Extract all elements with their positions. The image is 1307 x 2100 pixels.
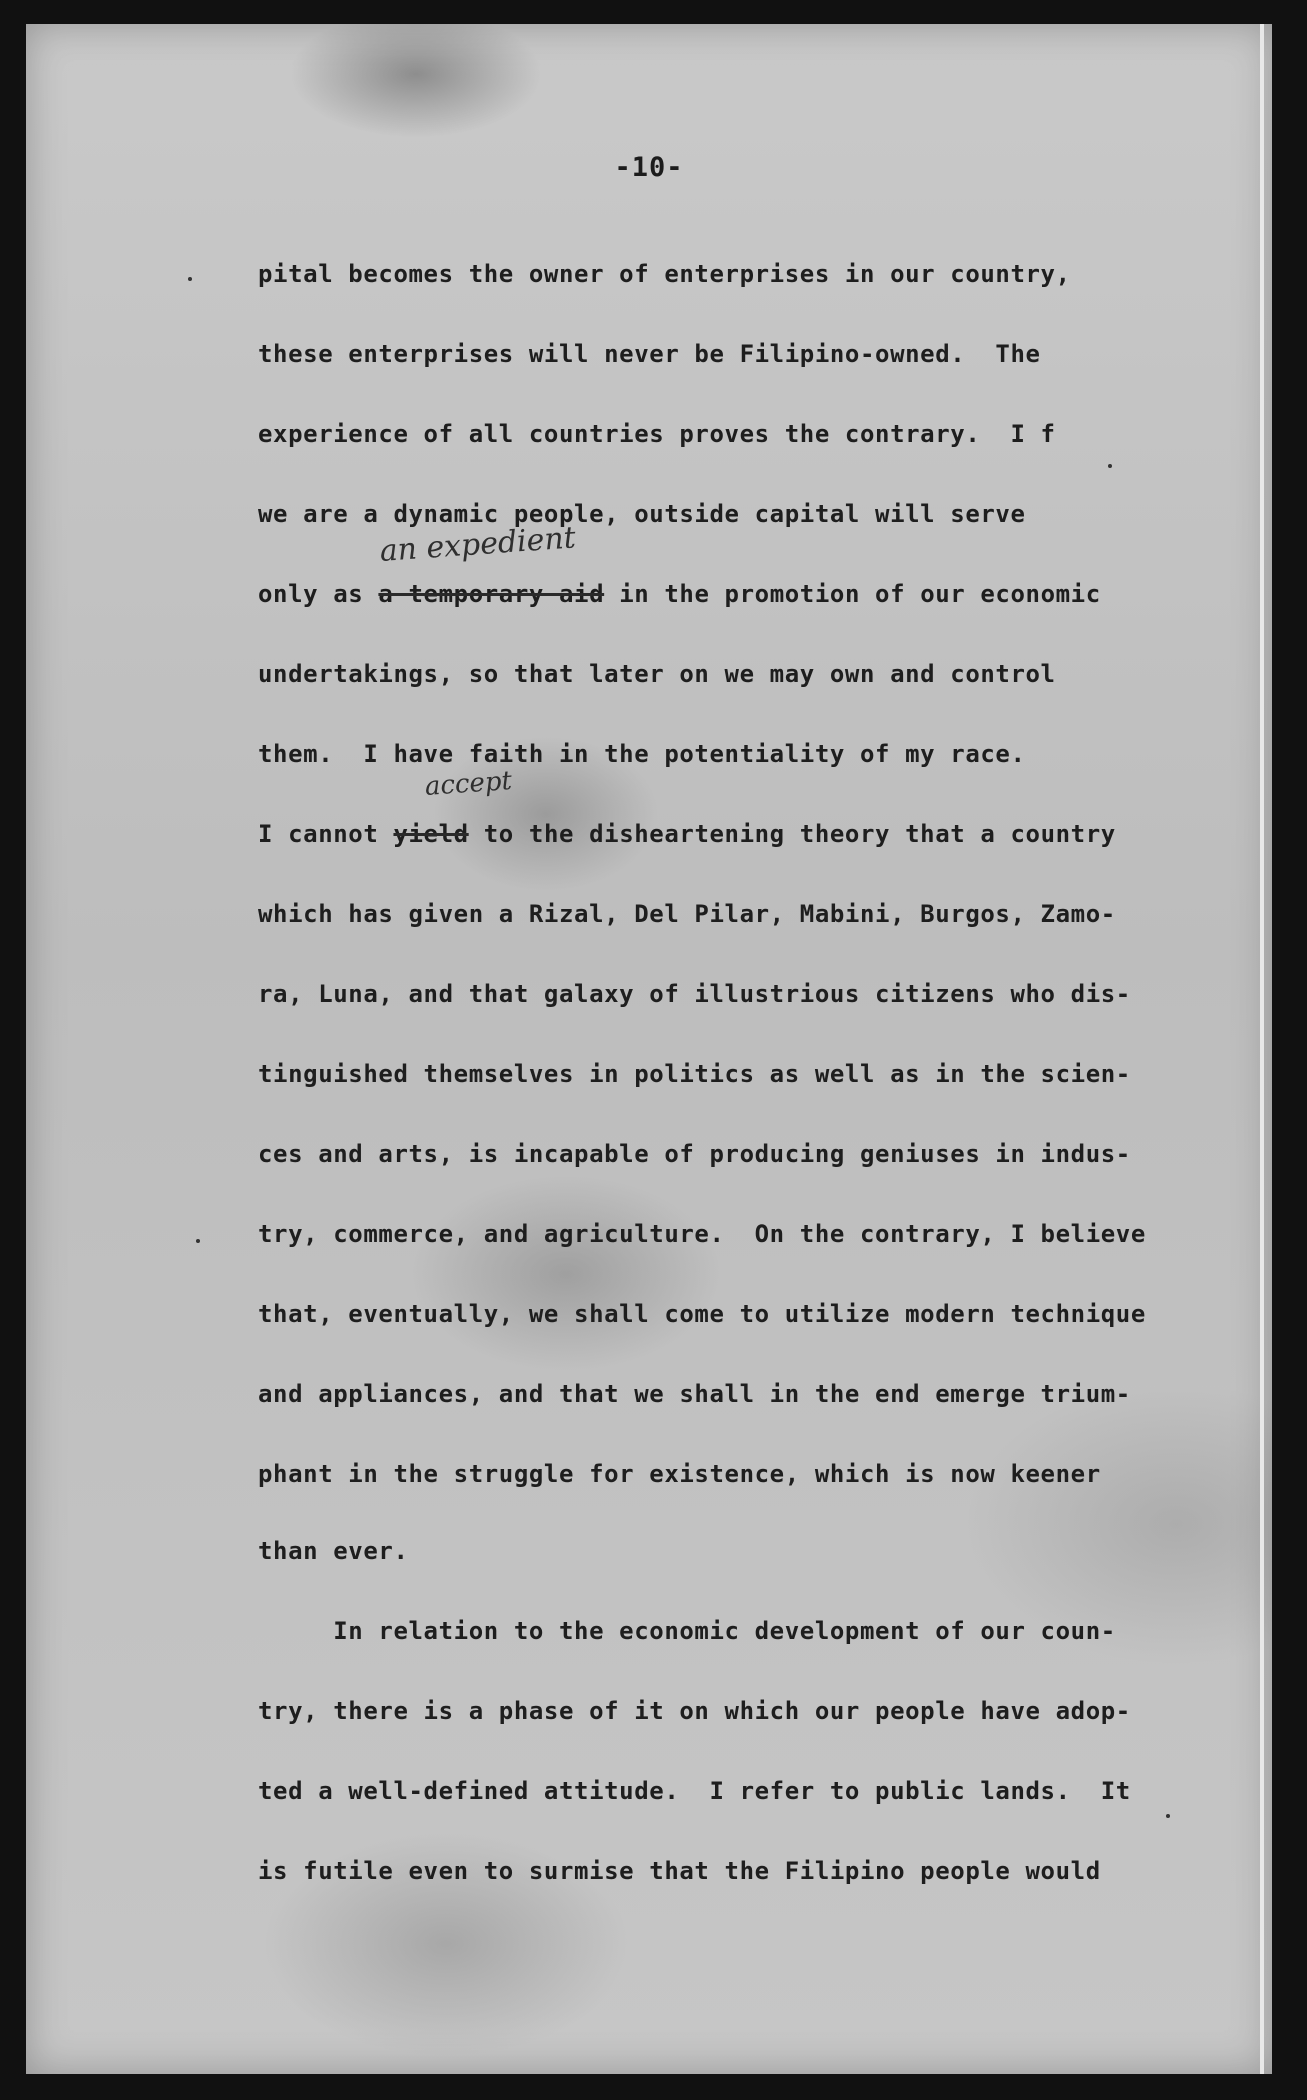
text-segment: in the promotion of our economic [604, 580, 1101, 608]
page-number: -10- [614, 152, 684, 183]
text-line: experience of all countries proves the contrary. I f [258, 420, 1056, 448]
text-line: them. I have faith in the potentiality of my race. [258, 740, 1026, 768]
text-line: In relation to the economic development of our coun- [258, 1617, 1116, 1645]
text-line-with-correction [258, 819, 1116, 849]
handwritten-insertion: an expedient [378, 520, 577, 569]
text-line: ces and arts, is incapable of producing geniuses in indus- [258, 1140, 1131, 1168]
text-line: than ever. [258, 1537, 409, 1565]
text-line: we are a dynamic people, outside capital will serve [258, 500, 1026, 528]
text-line: is futile even to surmise that the Filipino people would [258, 1857, 1101, 1885]
text-line: pital becomes the owner of enterprises in our country, [258, 260, 1071, 288]
text-line: that, eventually, we shall come to utilize modern technique [258, 1300, 1146, 1328]
text-segment: I cannot [258, 820, 394, 848]
text-segment: to the disheartening theory that a country [468, 820, 1116, 848]
text-segment: only as [258, 580, 379, 608]
struck-text: yield [393, 820, 469, 848]
struck-text: a temporary aid [378, 580, 605, 608]
paper-speck [196, 1239, 200, 1243]
text-line-with-correction [258, 579, 1101, 609]
handwritten-insertion: accept [423, 765, 513, 802]
text-line: ted a well-defined attitude. I refer to public lands. It [258, 1777, 1131, 1805]
text-line: ra, Luna, and that galaxy of illustrious citizens who dis- [258, 980, 1131, 1008]
paper-speck [1108, 464, 1112, 468]
text-line: tinguished themselves in politics as well as in the scien- [258, 1060, 1131, 1088]
text-line: which has given a Rizal, Del Pilar, Mabini, Burgos, Zamo- [258, 900, 1116, 928]
typewritten-page [26, 24, 1272, 2074]
text-line: these enterprises will never be Filipino-owned. The [258, 340, 1041, 368]
paper-speck [1166, 1814, 1170, 1818]
text-line: try, commerce, and agriculture. On the contrary, I believe [258, 1220, 1146, 1248]
text-line: and appliances, and that we shall in the end emerge trium- [258, 1380, 1131, 1408]
text-line: phant in the struggle for existence, which is now keener [258, 1460, 1101, 1488]
text-line: undertakings, so that later on we may own and control [258, 660, 1056, 688]
page-edge [1260, 24, 1264, 2074]
paper-speck [188, 277, 192, 281]
text-line: try, there is a phase of it on which our people have adop- [258, 1697, 1131, 1725]
